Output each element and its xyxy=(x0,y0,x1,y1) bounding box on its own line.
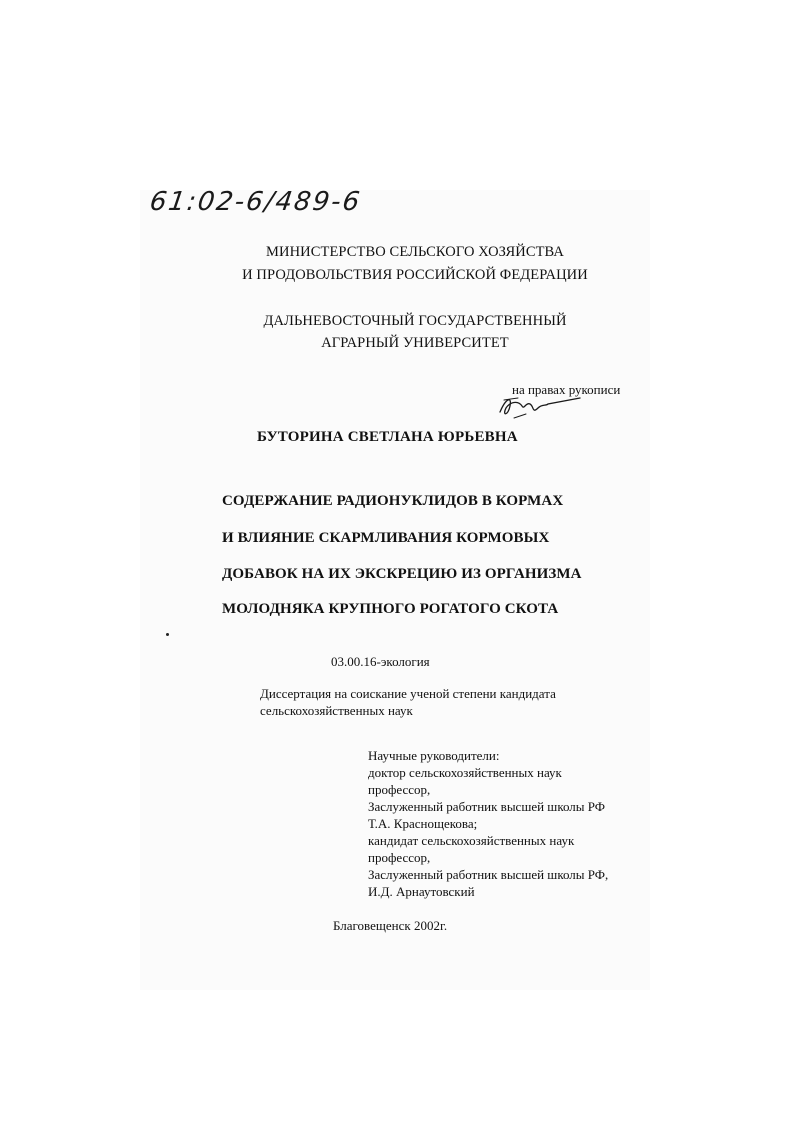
supervisor-1-name: Т.А. Краснощекова; xyxy=(368,816,478,831)
supervisor-1-degree: доктор сельскохозяйственных наук xyxy=(368,765,562,780)
title-line-3: ДОБАВОК НА ИХ ЭКСКРЕЦИЮ ИЗ ОРГАНИЗМА xyxy=(222,566,582,582)
archive-number-handwritten: 61:02-6/489-6 xyxy=(147,187,364,217)
dissertation-line-2: сельскохозяйственных наук xyxy=(260,703,413,718)
university-line-1: ДАЛЬНЕВОСТОЧНЫЙ ГОСУДАРСТВЕННЫЙ xyxy=(263,313,567,329)
ministry-line-1: МИНИСТЕРСТВО СЕЛЬСКОГО ХОЗЯЙСТВА xyxy=(266,244,564,260)
city-year: Благовещенск 2002г. xyxy=(333,918,448,933)
dissertation-line-1: Диссертация на соискание ученой степени кандидата xyxy=(260,686,556,701)
title-line-2: И ВЛИЯНИЕ СКАРМЛИВАНИЯ КОРМОВЫХ xyxy=(222,530,550,546)
title-line-1: СОДЕРЖАНИЕ РАДИОНУКЛИДОВ В КОРМАХ xyxy=(222,493,564,509)
supervisor-1-honor: Заслуженный работник высшей школы РФ xyxy=(368,799,606,814)
supervisor-2-honor: Заслуженный работник высшей школы РФ, xyxy=(368,867,609,882)
manuscript-rights-note: на правах рукописи xyxy=(512,382,621,397)
supervisor-2-rank: профессор, xyxy=(368,850,431,865)
ministry-line-2: И ПРОДОВОЛЬСТВИЯ РОССИЙСКОЙ ФЕДЕРАЦИИ xyxy=(242,267,588,283)
supervisor-2-name: И.Д. Арнаутовский xyxy=(368,884,475,899)
title-line-4: МОЛОДНЯКА КРУПНОГО РОГАТОГО СКОТА xyxy=(222,601,559,617)
signature-mark xyxy=(496,392,586,422)
supervisor-1-rank: профессор, xyxy=(368,782,431,797)
supervisors-heading: Научные руководители: xyxy=(368,748,500,763)
specialty-code: 03.00.16-экология xyxy=(331,654,430,669)
university-line-2: АГРАРНЫЙ УНИВЕРСИТЕТ xyxy=(321,335,509,351)
stray-dot xyxy=(166,633,169,636)
supervisor-2-degree: кандидат сельскохозяйственных наук xyxy=(368,833,575,848)
author-name: БУТОРИНА СВЕТЛАНА ЮРЬЕВНА xyxy=(257,429,518,445)
